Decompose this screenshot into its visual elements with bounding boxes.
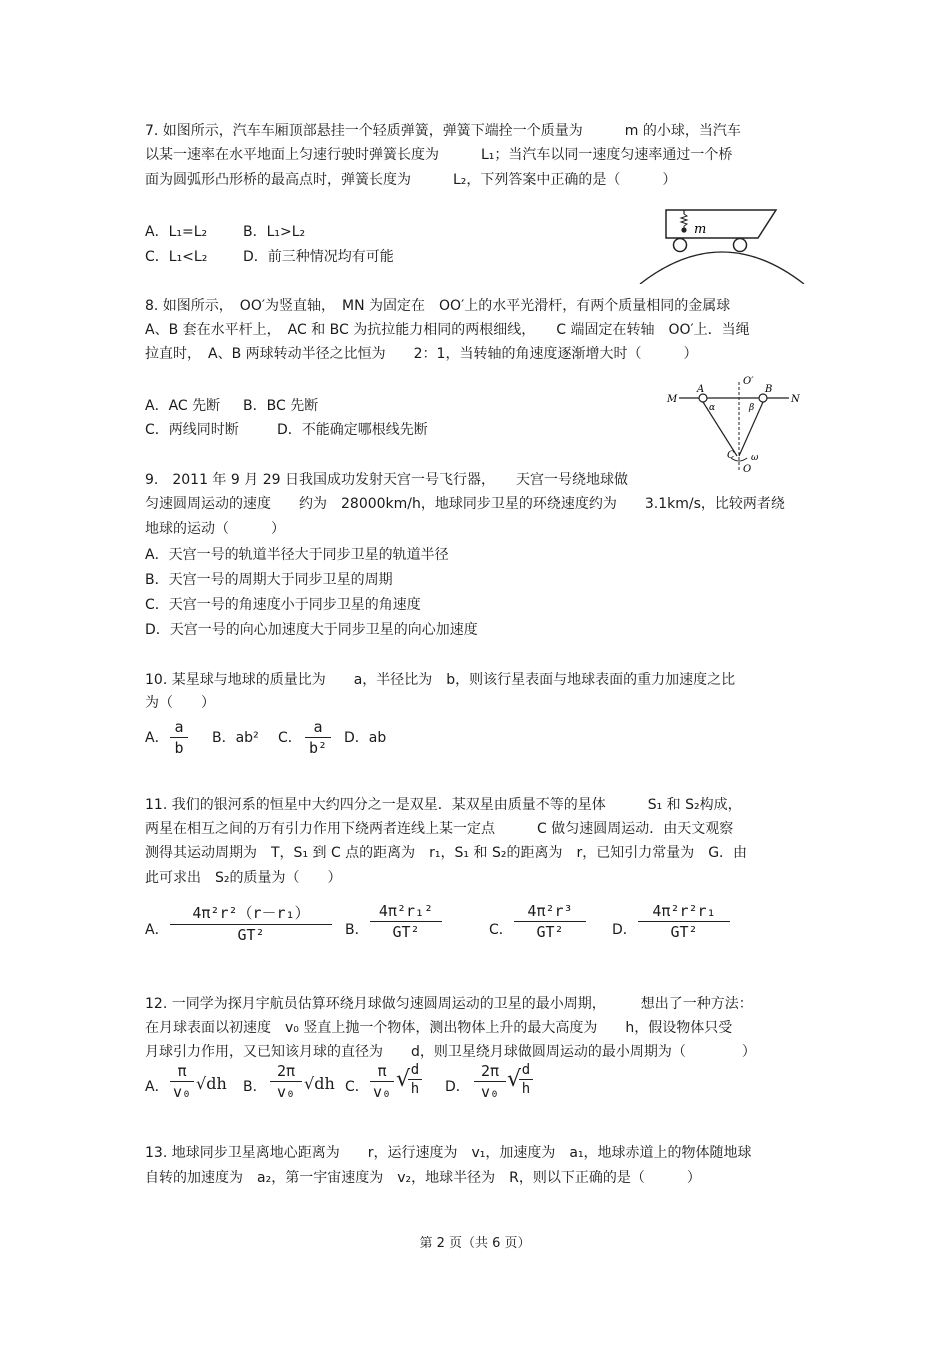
mass-label: m [694,222,707,237]
svg-text:M: M [667,394,678,405]
q8-line-1: 8. 如图所示， OO′为竖直轴， MN 为固定在 OO′上的水平光滑杆，有两个质量相同的金属球 [145,298,731,314]
q11-option-a-fraction: 4π²r²（r－r₁） GT² [170,902,332,944]
q12-option-c-label: C． [345,1079,369,1095]
svg-text:α: α [709,403,716,413]
rotating-axis-figure [665,372,805,476]
q11-line-4: 此可求出 S₂的质量为（ ） [145,870,342,886]
q7-option-c: C．L₁<L₂ [145,249,208,265]
q7-option-b: B．L₁>L₂ [243,224,306,240]
q7-option-d: D．前三种情况均有可能 [243,249,394,265]
svg-text:C: C [727,450,735,461]
q13-line-1: 13. 地球同步卫星离地心距离为 r，运行速度为 v₁，加速度为 a₁，地球赤道上的物体随地球 [145,1145,752,1161]
q9-option-c: C．天宫一号的角速度小于同步卫星的角速度 [145,597,421,613]
q9-option-a: A．天宫一号的轨道半径大于同步卫星的轨道半径 [145,547,449,563]
q11-line-2: 两星在相互之间的万有引力作用下绕两者连线上某一定点 C 做匀速圆周运动．由天文观察 [145,821,734,837]
q11-option-b-fraction: 4π²r₁² GT² [370,902,442,941]
q8-option-d: D．不能确定哪根线先断 [277,422,428,438]
q7-line-3: 面为圆弧形凸形桥的最高点时，弹簧长度为 L₂，下列答案中正确的是（ ） [145,172,677,188]
q9-option-d: D．天宫一号的向心加速度大于同步卫星的向心加速度 [145,622,478,638]
svg-text:B: B [765,384,773,395]
q7-option-a: A．L₁=L₂ [145,224,208,240]
q10-option-c-label: C． [278,730,302,746]
q10-line-2: 为（ ） [145,695,215,711]
q12-option-a-root: √dh [196,1074,227,1093]
svg-text:β: β [749,403,755,413]
q11-option-d-fraction: 4π²r²r₁ GT² [638,902,730,941]
svg-text:O′: O′ [743,376,754,387]
q12-option-c-radical: √ [396,1067,411,1092]
q12-option-b-root: √dh [304,1074,335,1093]
svg-text:ω: ω [751,453,759,463]
svg-text:A: A [697,384,705,395]
q12-option-b-label: B． [243,1079,267,1095]
q10-option-b: B．ab² [212,730,259,746]
q10-option-c-fraction: a b² [305,718,331,757]
q11-option-a-label: A． [145,922,169,938]
q12-option-d-root-fraction: d h [519,1062,533,1097]
q10-line-1: 10. 某星球与地球的质量比为 a，半径比为 b，则该行星表面与地球表面的重力加速度之比 [145,672,736,688]
q9-line-3: 地球的运动（ ） [145,521,285,537]
q13-line-2: 自转的加速度为 a₂，第一宇宙速度为 v₂，地球半径为 R，则以下正确的是（ ） [145,1170,701,1186]
q8-line-2: A、B 套在水平杆上， AC 和 BC 为抗拉能力相同的两根细线， C 端固定在转轴 OO′上．当绳 [145,322,750,338]
q9-option-b: B．天宫一号的周期大于同步卫星的周期 [145,572,393,588]
q8-option-a: A．AC 先断 [145,398,221,414]
q12-option-b-fraction: 2π v₀ [270,1062,302,1101]
q12-option-d-label: D． [445,1079,470,1095]
q12-line-1: 12. 一同学为探月宇航员估算环绕月球做匀速圆周运动的卫星的最小周期， 想出了一种方法： [145,996,753,1012]
q12-option-d-fraction: 2π v₀ [474,1062,506,1101]
q8-option-b: B．BC 先断 [243,398,319,414]
q12-option-c-root-fraction: d h [408,1062,422,1097]
q12-option-a-label: A． [145,1079,169,1095]
q7-line-1: 7. 如图所示，汽车车厢顶部悬挂一个轻质弹簧，弹簧下端拴一个质量为 m 的小球，当汽车 [145,123,741,139]
q12-option-a-fraction: π v₀ [170,1062,194,1101]
q11-option-c-label: C． [489,922,513,938]
svg-text:N: N [791,394,800,405]
q11-option-d-label: D． [612,922,637,938]
q12-option-d-radical: √ [507,1067,522,1092]
page-footer: 第 2 页（共 6 页） [419,1236,531,1251]
q8-option-c: C．两线同时断 [145,422,239,438]
q10-option-a-fraction: a b [170,718,188,757]
q12-line-2: 在月球表面以初速度 v₀ 竖直上抛一个物体，测出物体上升的最大高度为 h，假设物体只受 [145,1020,733,1036]
q10-option-a-label: A． [145,730,169,746]
q11-line-3: 测得其运动周期为 T，S₁ 到 C 点的距离为 r₁，S₁ 和 S₂的距离为 r，已知引力常量为 G．由 [145,845,748,861]
car-on-bridge-figure [636,200,808,284]
q9-line-2: 匀速圆周运动的速度 约为 28000km/h，地球同步卫星的环绕速度约为 3.1km/s，比较两者绕 [145,496,785,512]
q9-line-1: 9. 2011 年 9 月 29 日我国成功发射天宫一号飞行器， 天宫一号绕地球做 [145,472,628,488]
q12-option-c-fraction: π v₀ [370,1062,394,1101]
q8-line-3: 拉直时， A、B 两球转动半径之比恒为 2：1，当转轴的角速度逐渐增大时（ ） [145,346,698,362]
q10-option-d: D．ab [344,730,387,746]
svg-text:O: O [743,464,752,475]
q7-line-2: 以某一速率在水平地面上匀速行驶时弹簧长度为 L₁；当汽车以同一速度匀速率通过一个桥 [145,147,733,163]
q11-option-c-fraction: 4π²r³ GT² [514,902,586,941]
q11-option-b-label: B． [345,922,369,938]
q11-line-1: 11. 我们的银河系的恒星中大约四分之一是双星．某双星由质量不等的星体 S₁ 和 S₂构成， [145,797,742,813]
q12-line-3: 月球引力作用，又已知该月球的直径为 d，则卫星绕月球做圆周运动的最小周期为（ ） [145,1044,756,1060]
